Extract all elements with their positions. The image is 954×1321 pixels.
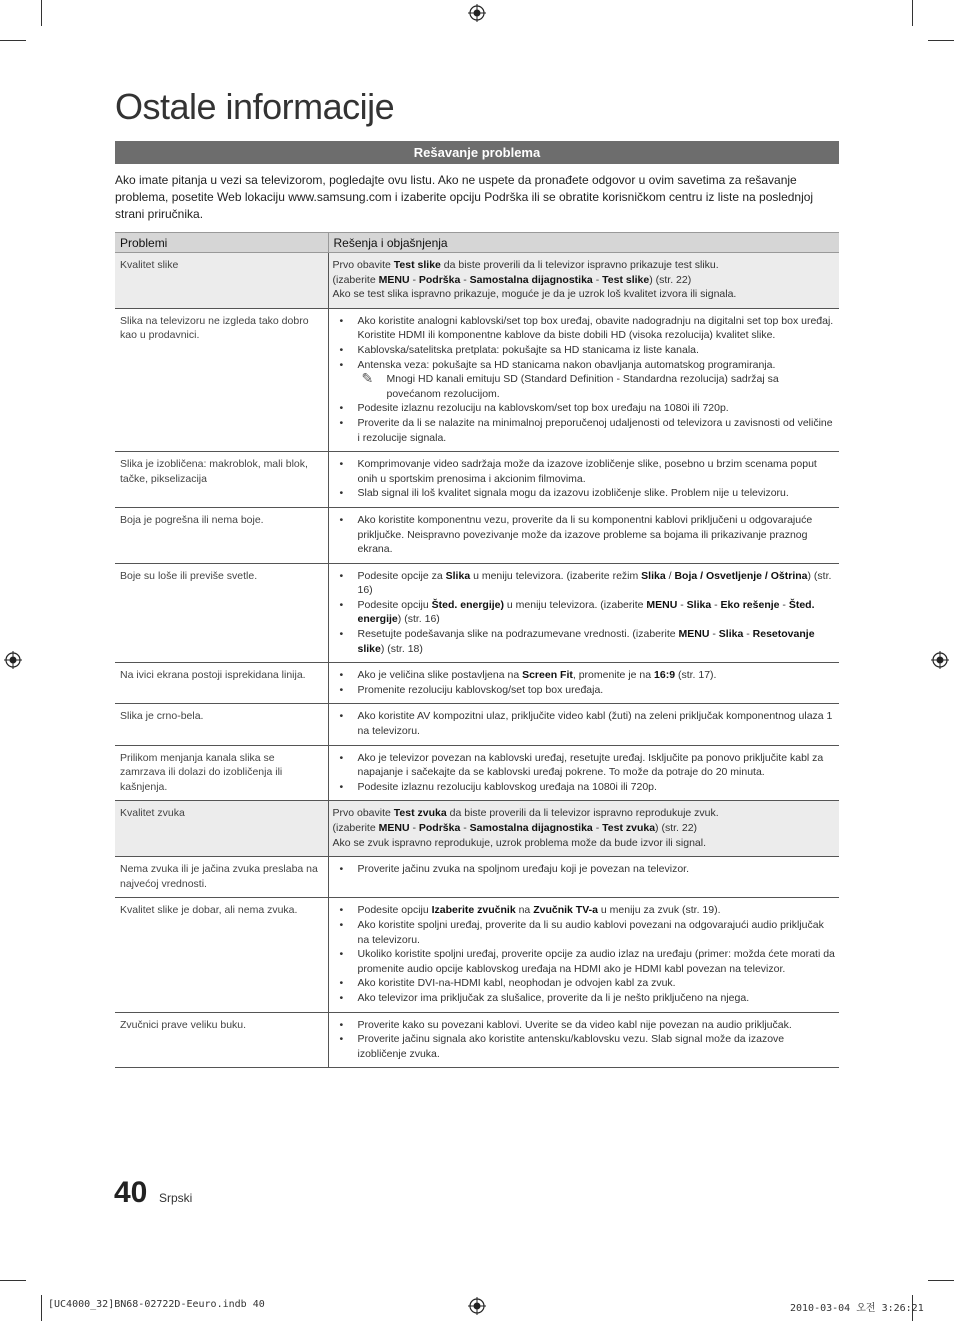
text-segment: (str. 17).: [675, 669, 717, 682]
bold-term: Slika: [686, 598, 712, 611]
text-segment: Kablovska/satelitska pretplata: pokušajte sa HD stanicama iz liste kanala.: [357, 343, 699, 356]
text-segment: Antenska veza: pokušajte sa HD stanicama nakon obavljanja automatskog programiranja.: [357, 358, 776, 371]
bold-term: Slika: [718, 628, 744, 641]
column-header-solutions: Rešenja i objašnjenja: [328, 233, 839, 253]
solution-list: [333, 513, 836, 557]
text-segment: ) (str. 16): [397, 613, 440, 626]
problem-cell: Kvalitet slike: [115, 253, 328, 309]
problem-cell: Boje su loše ili previše svetle.: [115, 563, 328, 663]
solution-line: [333, 273, 836, 288]
page-language: Srpski: [159, 1191, 193, 1205]
solution-list: [333, 709, 836, 738]
table-row: [115, 663, 839, 704]
registration-mark-icon: [468, 4, 486, 22]
problem-cell: Nema zvuka ili je jačina zvuka preslaba na najvećoj vrednosti.: [115, 857, 328, 898]
bold-term: Šted. energije): [431, 598, 504, 611]
text-segment: -: [409, 822, 419, 834]
problem-cell: Boja je pogrešna ili nema boje.: [115, 507, 328, 563]
text-segment: u meniju televizora. (izaberite: [504, 598, 647, 611]
text-segment: ) (str. 22): [655, 822, 698, 834]
text-segment: Ako koristite DVI-na-HDMI kabl, neophodan je odvojen kabl za zvuk.: [357, 977, 676, 990]
list-item: [333, 314, 836, 343]
problem-cell: Kvalitet zvuka: [115, 801, 328, 857]
text-segment: Resetujte podešavanja slike na podrazumevane vrednosti. (izaberite: [357, 628, 679, 641]
solution-cell: [328, 1012, 839, 1068]
text-segment: -: [592, 822, 603, 834]
text-segment: -: [677, 598, 687, 611]
bold-term: Test zvuka: [393, 807, 447, 820]
table-row: [115, 308, 839, 451]
bold-term: Podrška: [418, 273, 461, 286]
crop-mark: [912, 0, 913, 26]
solution-cell: [328, 563, 839, 663]
text-segment: -: [743, 628, 753, 641]
bold-term: Test slike: [393, 259, 441, 271]
list-item: [333, 668, 836, 683]
text-segment: na: [515, 904, 534, 917]
text-segment: -: [460, 822, 470, 834]
text-segment: Promenite rezoluciju kablovskog/set top box uređaja.: [357, 683, 604, 696]
bold-term: Slika: [445, 569, 471, 582]
text-segment: Podesite izlaznu rezoluciju kablovskog uređaja na 1080i ili 720p.: [357, 780, 657, 793]
list-item: [333, 1032, 836, 1061]
table-row: [115, 857, 839, 898]
page-title: Ostale informacije: [115, 86, 395, 127]
troubleshooting-table: [115, 232, 839, 1068]
page-number: 40: [114, 1176, 148, 1209]
bold-term: Test slike: [602, 273, 650, 286]
solution-list: [333, 862, 836, 877]
text-segment: Ukoliko koristite spoljni uređaj, proverite opcije za audio izlaz na uređaju (primer: možda ćete morati da promenite audio opcije kablovskog uređaja na HDMI ako je HDMI kabl povezan na televizor.: [357, 948, 835, 975]
list-item: [333, 991, 836, 1006]
text-segment: -: [711, 598, 721, 611]
list-item: [333, 1018, 836, 1033]
text-segment: Podesite opciju: [357, 904, 432, 917]
list-item: [333, 918, 836, 947]
text-segment: Prvo obavite: [332, 807, 394, 820]
text-segment: Ako koristite AV kompozitni ulaz, priključite video kabl (žuti) na zeleni priključak komponentnog ulaza 1 na televizoru.: [357, 710, 833, 738]
problem-cell: Zvučnici prave veliku buku.: [115, 1012, 328, 1068]
bold-term: Podrška: [418, 822, 461, 834]
text-segment: Ako se test slika ispravno prikazuje, moguće je da je uzrok loš kvalitet izvora ili signala.: [332, 288, 737, 301]
bold-term: Izaberite zvučnik: [431, 904, 516, 917]
solution-list: [333, 1018, 836, 1062]
text-segment: da biste proverili da li televizor ispravno reprodukuje zvuk.: [446, 807, 719, 820]
list-item: [333, 709, 836, 738]
crop-mark: [928, 40, 954, 41]
list-item: [333, 343, 836, 358]
solution-line: [333, 806, 836, 821]
problem-cell: Slika je izobličena: makroblok, mali blok, tačke, pikselizacija: [115, 452, 328, 508]
solution-cell: [328, 308, 839, 451]
list-item: [333, 862, 836, 877]
solution-list: [333, 751, 836, 795]
table-row: [115, 563, 839, 663]
section-title: Rešavanje problema: [115, 141, 839, 164]
solution-cell: [328, 801, 839, 857]
column-header-problems: Problemi: [115, 233, 328, 253]
list-item: [333, 598, 836, 627]
bold-term: Eko rešenje: [720, 598, 780, 611]
list-item: [333, 401, 836, 416]
registration-mark-icon: [468, 1297, 486, 1315]
text-segment: Ako koristite analogni kablovski/set top box uređaj, obavite nadogradnju na digitalni set top box uređaj. Koristite HDMI ili komponentne kablove da biste dobili HD (visoka rezolucija) kvalitet slike.: [357, 314, 834, 342]
text-segment: Slab signal ili loš kvalitet signala mogu da izazovu izobličenje slike. Problem nije u televizoru.: [357, 487, 789, 500]
solution-cell: [328, 507, 839, 563]
text-segment: -: [709, 628, 719, 641]
solution-cell: [328, 745, 839, 801]
problem-cell: Kvalitet slike je dobar, ali nema zvuka.: [115, 898, 328, 1012]
list-item: [333, 486, 836, 501]
table-row: [115, 745, 839, 801]
solution-line: [333, 821, 836, 836]
bold-term: 16:9: [654, 669, 676, 682]
note-text: Mnogi HD kanali emituju SD (Standard Definition - Standardna rezolucija) sadržaj sa povećanom rezolucijom.: [386, 373, 779, 400]
crop-mark: [0, 40, 26, 41]
text-segment: ) (str. 16): [357, 569, 832, 597]
solution-list: [333, 457, 836, 501]
table-body: [115, 253, 839, 1068]
solution-cell: [328, 704, 839, 745]
text-segment: Proverite jačinu zvuka na spoljnom uređaju koji je povezan na televizor.: [357, 863, 690, 876]
crop-mark: [41, 0, 42, 26]
text-segment: Proverite jačinu signala ako koristite antensku/kablovsku vezu. Slab signal može da izazove izobličenje zvuka.: [357, 1033, 785, 1060]
list-item: [333, 513, 836, 557]
list-item: [333, 976, 836, 991]
table-row: [115, 1012, 839, 1068]
text-segment: da biste proverili da li televizor ispravno prikazuje test sliku.: [440, 259, 719, 271]
list-item: [333, 627, 836, 656]
text-segment: Proverite da li se nalazite na minimalnoj preporučenoj udaljenosti od televizora u zavisnosti od veličine i rezolucije signala.: [357, 416, 833, 444]
text-segment: Ako je televizor povezan na kablovski uređaj, resetujte uređaj. Isključite pa ponovo priključite kabl za napajanje i sačekajte da se kablovski uređaj pokrene. To može da potraje do 20 minuta.: [357, 751, 824, 779]
bold-term: MENU: [378, 273, 410, 286]
bold-term: MENU: [678, 628, 710, 641]
text-segment: -: [409, 273, 419, 286]
text-segment: u meniju za zvuk (str. 19).: [597, 904, 721, 917]
text-segment: Ako televizor ima priključak za slušalice, proverite da li je nešto priključeno na njega.: [357, 991, 750, 1004]
list-item: [333, 569, 836, 598]
note-pencil-icon: ✎: [361, 370, 374, 387]
text-segment: Komprimovanje video sadržaja može da izazove izobličenje slike, posebno u brzim scenama poput onih u sportskim prenosima i akcionim filmovima.: [357, 458, 817, 485]
bold-term: Zvučnik TV-a: [533, 904, 598, 917]
list-item: [333, 780, 836, 795]
problem-cell: Slika na televizoru ne izgleda tako dobro kao u prodavnici.: [115, 308, 328, 451]
solution-line: [333, 258, 836, 273]
bold-term: MENU: [646, 598, 678, 611]
text-segment: -: [460, 273, 470, 286]
text-segment: u meniju televizora. (izaberite režim: [470, 569, 642, 582]
text-segment: Ako je veličina slike postavljena na: [357, 669, 523, 682]
solution-cell: [328, 898, 839, 1012]
table-row: [115, 253, 839, 309]
bold-term: MENU: [378, 822, 410, 834]
bold-term: Screen Fit: [522, 669, 573, 682]
bold-term: Test zvuka: [602, 822, 656, 834]
crop-mark: [41, 1295, 42, 1321]
table-header-row: [115, 233, 839, 253]
text-segment: , promenite je na: [572, 669, 655, 682]
intro-paragraph: Ako imate pitanja u vezi sa televizorom, pogledajte ovu listu. Ako ne uspete da pronađete odgovor u ovim savetima za rešavanje problema, posetite Web lokaciju www.samsung.com i izaberite opciju Podrška ili se obratite korisničkom centru iz liste na poslednjoj strani priručnika.: [115, 173, 814, 221]
text-segment: Ako koristite komponentnu vezu, proverite da li su komponentni kablovi priključeni u odgovarajuće priključke. Neispravno povezivanje može da izazove probleme sa bojama ili prikazivanje praznog ekrana.: [357, 513, 813, 556]
list-item: [333, 751, 836, 780]
bold-term: Resetovanje slike: [357, 628, 815, 655]
problem-cell: Na ivici ekrana postoji isprekidana linija.: [115, 663, 328, 704]
solution-list: [333, 668, 836, 697]
text-segment: -: [592, 273, 603, 286]
list-item: [333, 903, 836, 918]
list-item: [333, 416, 836, 445]
text-segment: Podesite opciju: [357, 598, 432, 611]
registration-mark-icon: [4, 651, 22, 669]
text-segment: Podesite opcije za: [357, 569, 446, 582]
solution-line: [333, 287, 836, 302]
table-row: [115, 801, 839, 857]
table-row: [115, 704, 839, 745]
solution-list: [333, 314, 836, 445]
list-item: [333, 947, 836, 976]
list-item: [333, 457, 836, 486]
crop-mark: [928, 1280, 954, 1281]
table-row: [115, 507, 839, 563]
bold-term: Slika: [641, 569, 666, 582]
solution-list: [333, 569, 836, 657]
text-segment: (izaberite: [332, 273, 379, 286]
problem-cell: Slika je crno-bela.: [115, 704, 328, 745]
file-info: [UC4000_32]BN68-02722D-Eeuro.indb 40: [48, 1299, 265, 1310]
text-segment: Proverite kako su povezani kablovi. Uverite se da video kabl nije povezan na audio priključak.: [357, 1018, 792, 1031]
solution-cell: [328, 452, 839, 508]
list-item: [333, 358, 836, 373]
text-segment: -: [779, 598, 789, 611]
solution-cell: [328, 663, 839, 704]
crop-mark: [0, 1280, 26, 1281]
text-segment: Prvo obavite: [332, 259, 394, 271]
print-timestamp: 2010-03-04 오전 3:26:21: [790, 1303, 924, 1314]
text-segment: Podesite izlaznu rezoluciju na kablovskom/set top box uređaju na 1080i ili 720p.: [357, 402, 729, 415]
text-segment: ) (str. 18): [380, 642, 423, 655]
bold-term: Samostalna dijagnostika: [469, 273, 593, 286]
text-segment: ) (str. 22): [649, 273, 692, 286]
bold-term: Šted. energije: [357, 598, 815, 626]
text-segment: Ako se zvuk ispravno reprodukuje, uzrok problema može da bude izvor ili signal.: [332, 836, 707, 849]
solution-line: [333, 836, 836, 851]
solution-cell: [328, 857, 839, 898]
text-segment: (izaberite: [332, 822, 379, 834]
list-item: [333, 683, 836, 698]
registration-mark-icon: [931, 651, 949, 669]
note-item: [333, 372, 836, 401]
text-segment: Ako koristite spoljni uređaj, proverite da li su audio kablovi povezani na odgovarajući audio priključak na televizoru.: [357, 918, 824, 946]
bold-term: Boja / Osvetljenje / Oštrina: [674, 569, 808, 582]
text-segment: /: [665, 569, 675, 582]
problem-cell: Prilikom menjanja kanala slika se zamrzava ili dolazi do izobličenja ili kašnjenja.: [115, 745, 328, 801]
table-row: [115, 452, 839, 508]
bold-term: Samostalna dijagnostika: [469, 822, 593, 834]
table-row: [115, 898, 839, 1012]
solution-list: [333, 903, 836, 1005]
solution-cell: [328, 253, 839, 309]
